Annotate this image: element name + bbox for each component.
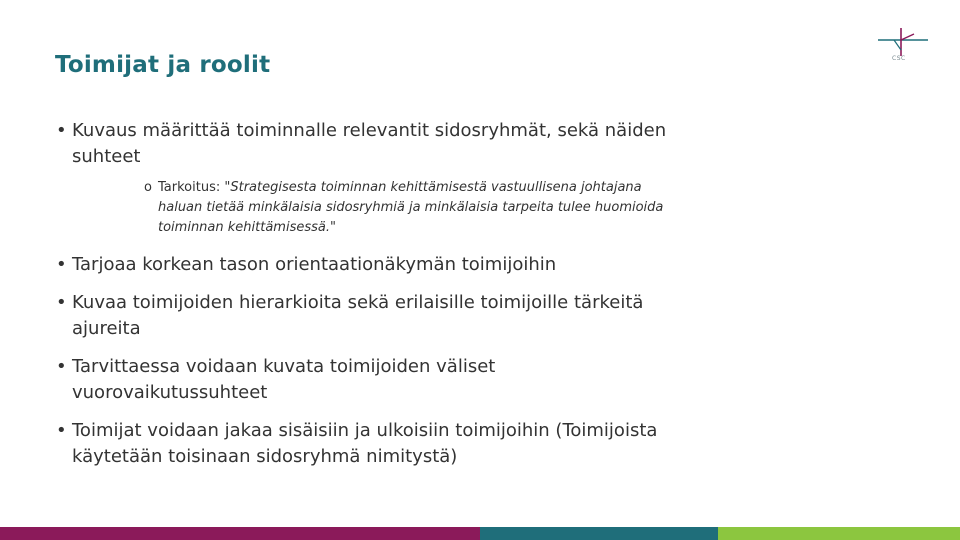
bullet-item (56, 252, 696, 278)
bullet-list (56, 118, 696, 470)
bullet-marker: • (56, 120, 67, 141)
bullet-item (56, 290, 696, 342)
bullet-marker: • (56, 356, 67, 377)
footer-segment-green (718, 527, 960, 540)
bullet-text: Kuvaus määrittää toiminnalle relevantit sidosryhmät, sekä näiden suhteet (72, 120, 667, 167)
bullet-text: Kuvaa toimijoiden hierarkioita sekä erilaisille toimijoille tärkeitä ajureita (72, 292, 644, 339)
sub-bullet-lead: Tarkoitus: (158, 180, 225, 195)
bullet-text: Tarjoaa korkean tason orientaationäkymän toimijoihin (72, 254, 557, 275)
bullet-marker: • (56, 254, 67, 275)
sub-bullet-item (144, 178, 678, 238)
bullet-marker: • (56, 420, 67, 441)
footer-segment-teal (480, 527, 718, 540)
sub-bullet-marker: o (144, 180, 152, 195)
sub-bullet-quote: "Strategisesta toiminnan kehittämisestä vastuullisena johtajana haluan tietää minkälaisia sidosryhmiä ja minkälaisia tarpeita tulee huomioida toiminnan kehittämisessä." (158, 180, 664, 235)
bullet-text: Toimijat voidaan jakaa sisäisiin ja ulkoisiin toimijoihin (Toimijoista käytetään toisinaan sidosryhmä nimitystä) (72, 420, 658, 467)
bullet-marker: • (56, 292, 67, 313)
bullet-item (56, 418, 696, 470)
footer-segment-magenta (0, 527, 480, 540)
slide-title: Toimijat ja roolit (55, 52, 271, 78)
bullet-item (56, 354, 696, 406)
footer-color-bar (0, 527, 960, 540)
bullet-item (56, 118, 696, 170)
bullet-text: Tarvittaessa voidaan kuvata toimijoiden väliset vuorovaikutussuhteet (72, 356, 496, 403)
logo-text: CSC (892, 55, 906, 62)
